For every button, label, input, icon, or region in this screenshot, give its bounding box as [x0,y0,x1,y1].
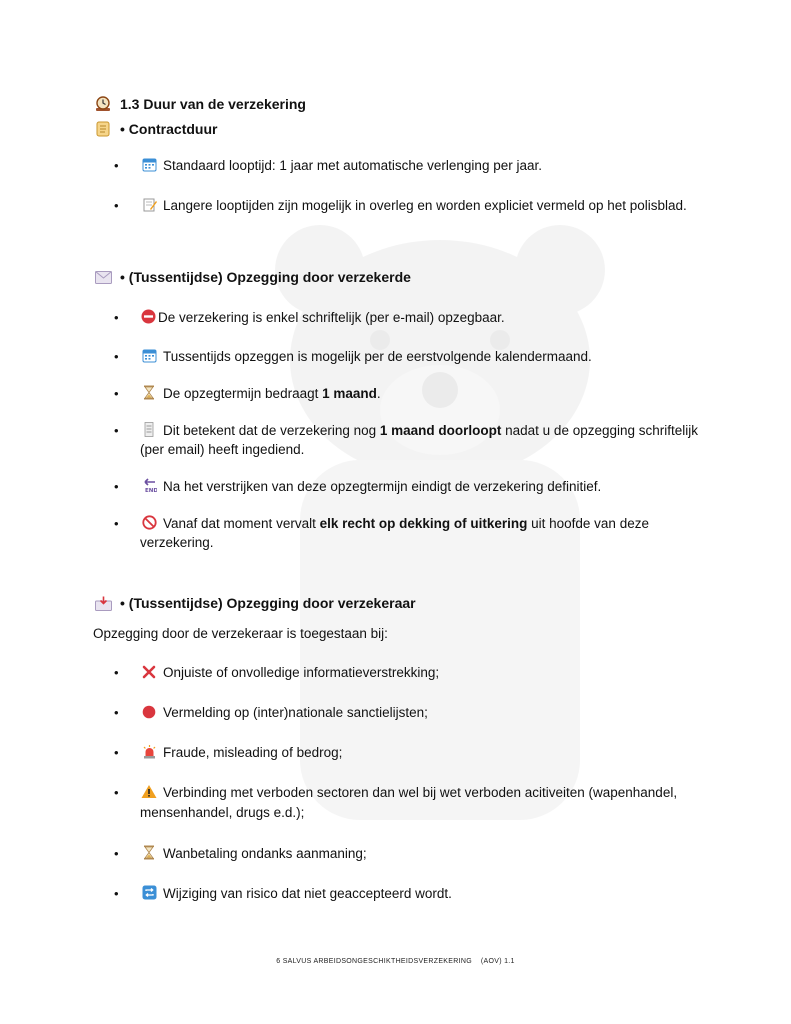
receipt-icon [140,422,158,437]
list-item: • Dit betekent dat de verzekering nog 1 maand doorloopt nadat u de opzegging schriftelijk (per email) heeft ingediend. [114,421,714,459]
repeat-icon [140,885,158,900]
section-title: 1.3 Duur van de verzekering [94,94,306,114]
list-item: • De verzekering is enkel schriftelijk (per e-mail) opzegbaar. [114,308,714,327]
contract-list [114,156,714,215]
end-arrow-icon [140,478,158,493]
hourglass-icon [140,845,158,860]
insurer-intro-text: Opzegging door de verzekeraar is toegestaan bij: [93,626,388,641]
hourglass-icon [140,385,158,400]
calendar-icon [140,348,158,363]
envelope-icon [94,269,112,285]
scroll-icon [94,121,112,137]
list-item: • Tussentijds opzeggen is mogelijk per de eerstvolgende kalendermaand. [114,347,714,366]
list-item: • Wanbetaling ondanks aanmaning; [114,844,714,863]
inbox-tray-icon [94,595,112,611]
list-item: • Standaard looptijd: 1 jaar met automatische verlenging per jaar. [114,156,714,175]
cross-mark-icon [140,665,158,680]
svg-text:END: • END [145,488,157,493]
no-entry-icon [140,309,156,324]
list-item: • Wijziging van risico dat niet geaccepteerd wordt. [114,884,714,903]
list-item: • END Na het verstrijken van deze opzegtermijn eindigt de verzekering definitief. [114,477,714,496]
page-footer: 6 SALVUS ARBEIDSONGESCHIKTHEIDSVERZEKERING (AOV) 1.1 [276,958,515,965]
warning-icon [140,784,158,799]
siren-icon [140,744,158,759]
contract-duration-heading: • Contractduur [94,119,217,139]
list-item: • De opzegtermijn bedraagt 1 maand. [114,384,714,403]
list-item: • Onjuiste of onvolledige informatieverstrekking; [114,663,714,682]
list-item: • Vanaf dat moment vervalt elk recht op dekking of uitkering uit hoofde van deze verzekering. [114,514,714,552]
insurer-cancellation-list [114,663,714,903]
memo-icon [140,197,158,212]
insured-cancellation-list [114,308,714,552]
insured-cancellation-heading: • (Tussentijdse) Opzegging door verzekerde [94,267,411,287]
prohibited-icon [140,515,158,530]
insurer-cancellation-heading: • (Tussentijdse) Opzegging door verzekeraar [94,593,416,613]
red-circle-icon [140,705,158,720]
list-item: • Verbinding met verboden sectoren dan wel bij wet verboden acitiveiten (wapenhandel, mensenhandel, drugs e.d.); [114,783,714,823]
calendar-icon [140,157,158,172]
list-item: • Fraude, misleading of bedrog; [114,743,714,762]
list-item: • Langere looptijden zijn mogelijk in overleg en worden expliciet vermeld op het polisblad. [114,196,714,215]
list-item: • Vermelding op (inter)nationale sanctielijsten; [114,703,714,722]
clock-icon [94,96,112,112]
